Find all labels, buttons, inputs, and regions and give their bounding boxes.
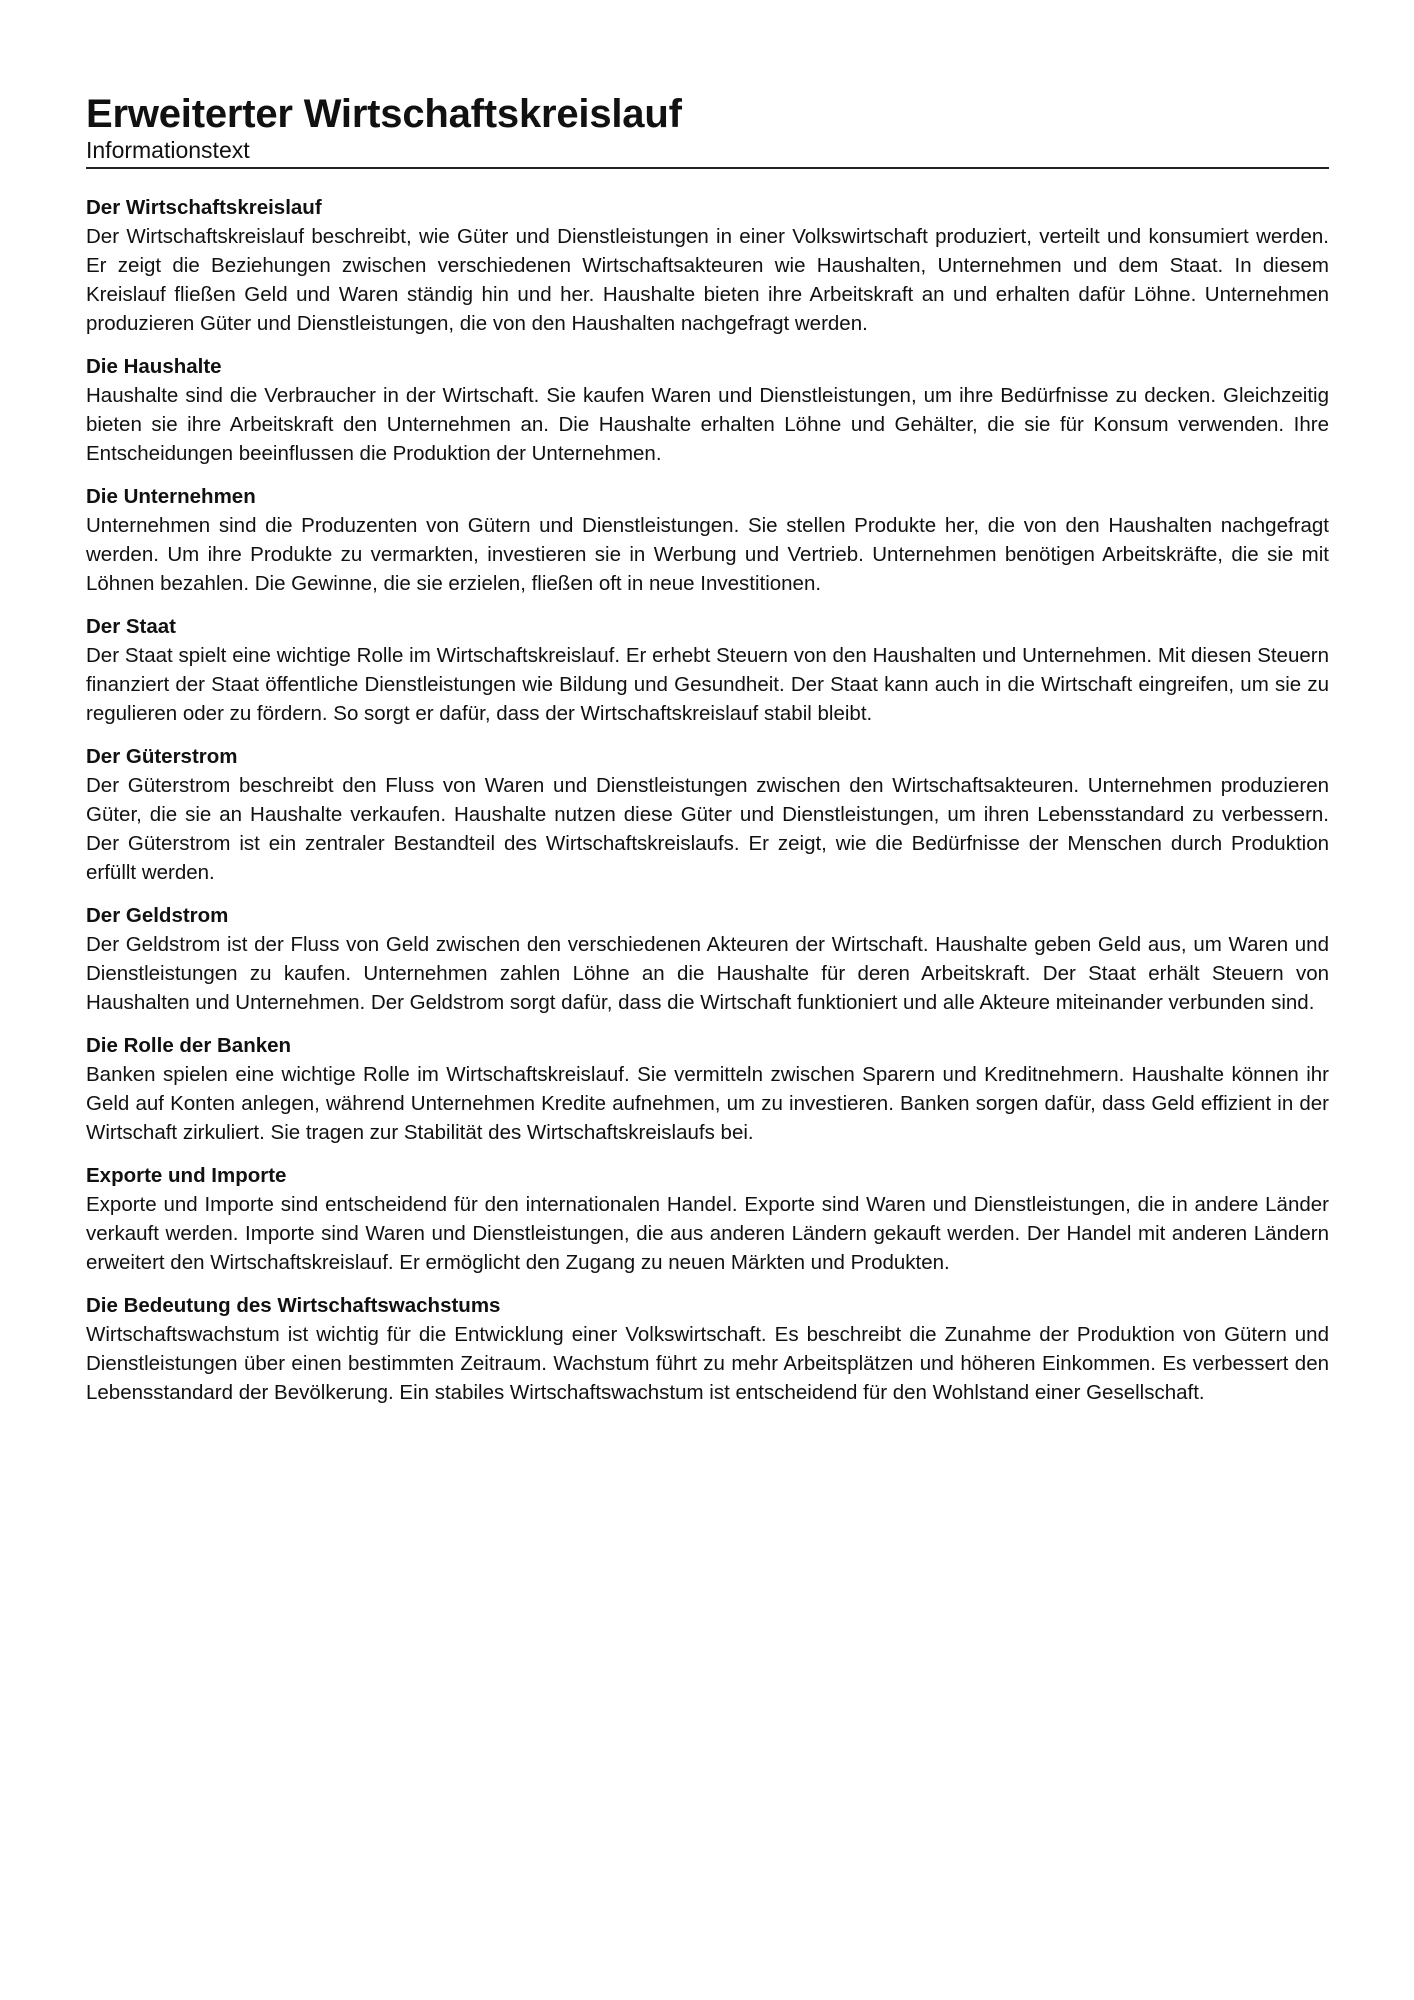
section-heading: Die Bedeutung des Wirtschaftswachstums bbox=[86, 1294, 501, 1317]
section-heading: Der Staat bbox=[86, 615, 177, 638]
document-title: Erweiterter Wirtschaftskreislauf bbox=[86, 92, 682, 136]
section-heading: Exporte und Importe bbox=[86, 1164, 287, 1187]
section-text: Banken spielen eine wichtige Rolle im Wirtschaftskreislauf. Sie vermitteln zwischen Sparern und Kreditnehmern. Haushalte können ihr Geld auf Konten anlegen, während Unternehmen Kredite aufnehmen, um zu investieren. Banken sorgen dafür, dass Geld effizient in der Wirtschaft zirkuliert. Sie tragen zur Stabilität des Wirtschaftskreislaufs bei. bbox=[86, 1063, 1329, 1144]
section-text: Exporte und Importe sind entscheidend für den internationalen Handel. Exporte sind Waren und Dienstleistungen, die in andere Länder verkauft werden. Importe sind Waren und Dienstleistungen, die aus anderen Ländern gekauft werden. Der Handel mit anderen Ländern erweitert den Wirtschaftskreislauf. Er ermöglicht den Zugang zu neuen Märkten und Produkten. bbox=[86, 1193, 1329, 1274]
document-subtitle: Informationstext bbox=[86, 137, 250, 163]
title-divider bbox=[86, 167, 1329, 169]
section-text: Haushalte sind die Verbraucher in der Wirtschaft. Sie kaufen Waren und Dienstleistungen, um ihre Bedürfnisse zu decken. Gleichzeitig bieten sie ihre Arbeitskraft den Unternehmen an. Die Haushalte erhalten Löhne und Gehälter, die sie für Konsum verwenden. Ihre Entscheidungen beeinflussen die Produktion der Unternehmen. bbox=[86, 384, 1329, 465]
section-geldstrom bbox=[86, 901, 1329, 1017]
section-heading: Der Güterstrom bbox=[86, 745, 238, 768]
section-text: Wirtschaftswachstum ist wichtig für die Entwicklung einer Volkswirtschaft. Es beschreibt die Zunahme der Produktion von Gütern und Dienstleistungen über einen bestimmten Zeitraum. Wachstum führt zu mehr Arbeitsplätzen und höheren Einkommen. Es verbessert den Lebensstandard der Bevölkerung. Ein stabiles Wirtschaftswachstum ist entscheidend für den Wohlstand einer Gesellschaft. bbox=[86, 1323, 1329, 1404]
document-page bbox=[86, 92, 1329, 1421]
section-heading: Der Wirtschaftskreislauf bbox=[86, 196, 322, 219]
section-text: Der Staat spielt eine wichtige Rolle im Wirtschaftskreislauf. Er erhebt Steuern von den Haushalten und Unternehmen. Mit diesen Steuern finanziert der Staat öffentliche Dienstleistungen wie Bildung und Gesundheit. Der Staat kann auch in die Wirtschaft eingreifen, um sie zu regulieren oder zu fördern. So sorgt er dafür, dass der Wirtschaftskreislauf stabil bleibt. bbox=[86, 644, 1329, 725]
section-unternehmen bbox=[86, 482, 1329, 598]
section-heading: Der Geldstrom bbox=[86, 904, 229, 927]
section-staat bbox=[86, 612, 1329, 728]
section-text: Unternehmen sind die Produzenten von Gütern und Dienstleistungen. Sie stellen Produkte her, die von den Haushalten nachgefragt werden. Um ihre Produkte zu vermarkten, investieren sie in Werbung und Vertrieb. Unternehmen benötigen Arbeitskräfte, die sie mit Löhnen bezahlen. Die Gewinne, die sie erzielen, fließen oft in neue Investitionen. bbox=[86, 514, 1329, 595]
section-text: Der Güterstrom beschreibt den Fluss von Waren und Dienstleistungen zwischen den Wirtschaftsakteuren. Unternehmen produzieren Güter, die sie an Haushalte verkaufen. Haushalte nutzen diese Güter und Dienstleistungen, um ihren Lebensstandard zu verbessern. Der Güterstrom ist ein zentraler Bestandteil des Wirtschaftskreislaufs. Er zeigt, wie die Bedürfnisse der Menschen durch Produktion erfüllt werden. bbox=[86, 774, 1329, 884]
section-haushalte bbox=[86, 352, 1329, 468]
section-heading: Die Rolle der Banken bbox=[86, 1034, 292, 1057]
section-text: Der Wirtschaftskreislauf beschreibt, wie Güter und Dienstleistungen in einer Volkswirtschaft produziert, verteilt und konsumiert werden. Er zeigt die Beziehungen zwischen verschiedenen Wirtschaftsakteuren wie Haushalten, Unternehmen und dem Staat. In diesem Kreislauf fließen Geld und Waren ständig hin und her. Haushalte bieten ihre Arbeitskraft an und erhalten dafür Löhne. Unternehmen produzieren Güter und Dienstleistungen, die von den Haushalten nachgefragt werden. bbox=[86, 225, 1329, 335]
section-heading: Die Unternehmen bbox=[86, 485, 256, 508]
section-wirtschaftskreislauf bbox=[86, 193, 1329, 338]
section-text: Der Geldstrom ist der Fluss von Geld zwischen den verschiedenen Akteuren der Wirtschaft. Haushalte geben Geld aus, um Waren und Dienstleistungen zu kaufen. Unternehmen zahlen Löhne an die Haushalte für deren Arbeitskraft. Der Staat erhält Steuern von Haushalten und Unternehmen. Der Geldstrom sorgt dafür, dass die Wirtschaft funktioniert und alle Akteure miteinander verbunden sind. bbox=[86, 933, 1329, 1014]
section-gueterstrom bbox=[86, 742, 1329, 887]
section-banken bbox=[86, 1031, 1329, 1147]
section-exporte-importe bbox=[86, 1161, 1329, 1277]
section-wirtschaftswachstum bbox=[86, 1291, 1329, 1407]
section-heading: Die Haushalte bbox=[86, 355, 222, 378]
